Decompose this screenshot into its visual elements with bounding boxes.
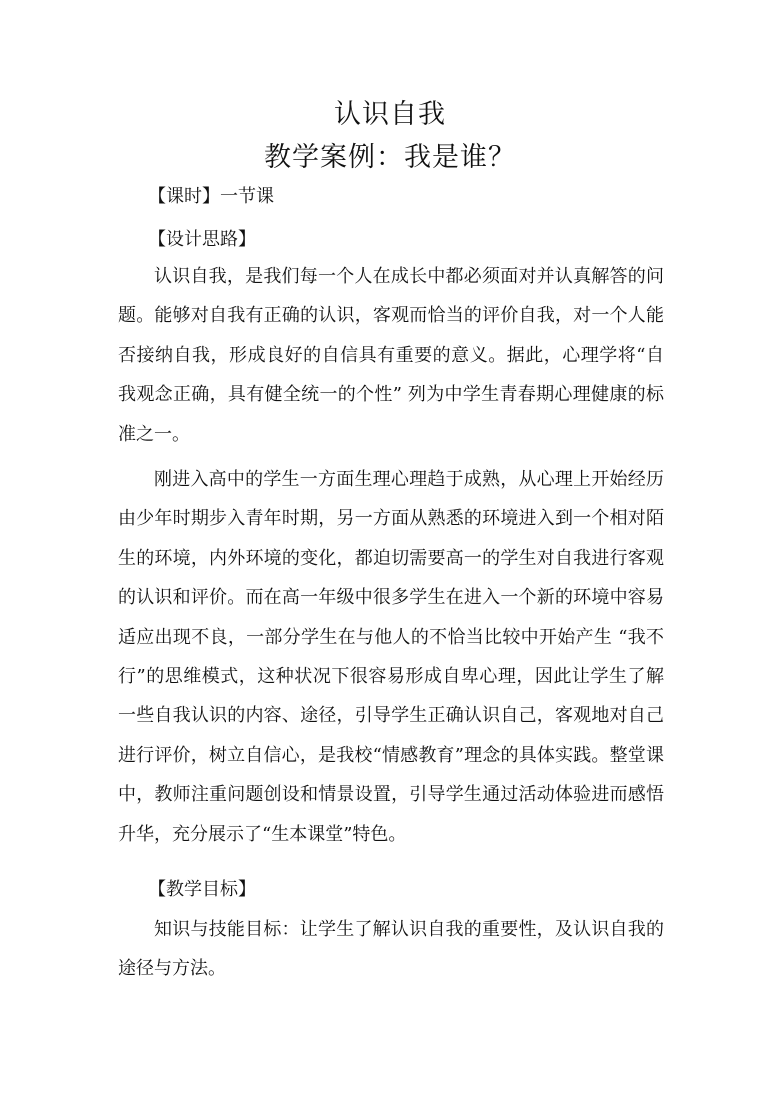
design-paragraph-1: 认识自我，是我们每一个人在成长中都必须面对并认真解答的问题。能够对自我有正确的认识，客观而恰当的评价自我，对一个人能否接纳自我，形成良好的自信具有重要的意义。据此，心理学将“自我观念正确，具有健全统一的个性” 列为中学生青春期心理健康的标准之一。 — [118, 266, 664, 445]
page-subtitle: 教学案例：我是谁？ — [264, 142, 516, 173]
lesson-time-label: 【课时】一节课 — [148, 186, 274, 207]
page-title: 认识自我 — [334, 99, 446, 130]
design-paragraph-2: 刚进入高中的学生一方面生理心理趋于成熟，从心理上开始经历由少年时期步入青年时期，另一方面从熟悉的环境进入到一个相对陌生的环境，内外环境的变化，都迫切需要高一的学生对自我进行客观的认识和评价。而在高一年级中很多学生在进入一个新的环境中容易适应出现不良，一部分学生在与他人的不恰当比较中开始产生 “我不行”的思维模式，这种状况下很容易形成自卑心理，因此让学生了解一些自我认识的内容、途径，引导学生正确认识自己，客观地对自己进行评价，树立自信心，是我校“情感教育”理念的具体实践。整堂课中，教师注重问题创设和情景设置，引导学生通过活动体验进而感悟升华，充分展示了“生本课堂”特色。 — [118, 469, 664, 845]
goal-heading: 【教学目标】 — [148, 879, 256, 900]
design-heading: 【设计思路】 — [148, 229, 256, 250]
goal-paragraph-1: 知识与技能目标：让学生了解认识自我的重要性，及认识自我的途径与方法。 — [118, 919, 664, 980]
